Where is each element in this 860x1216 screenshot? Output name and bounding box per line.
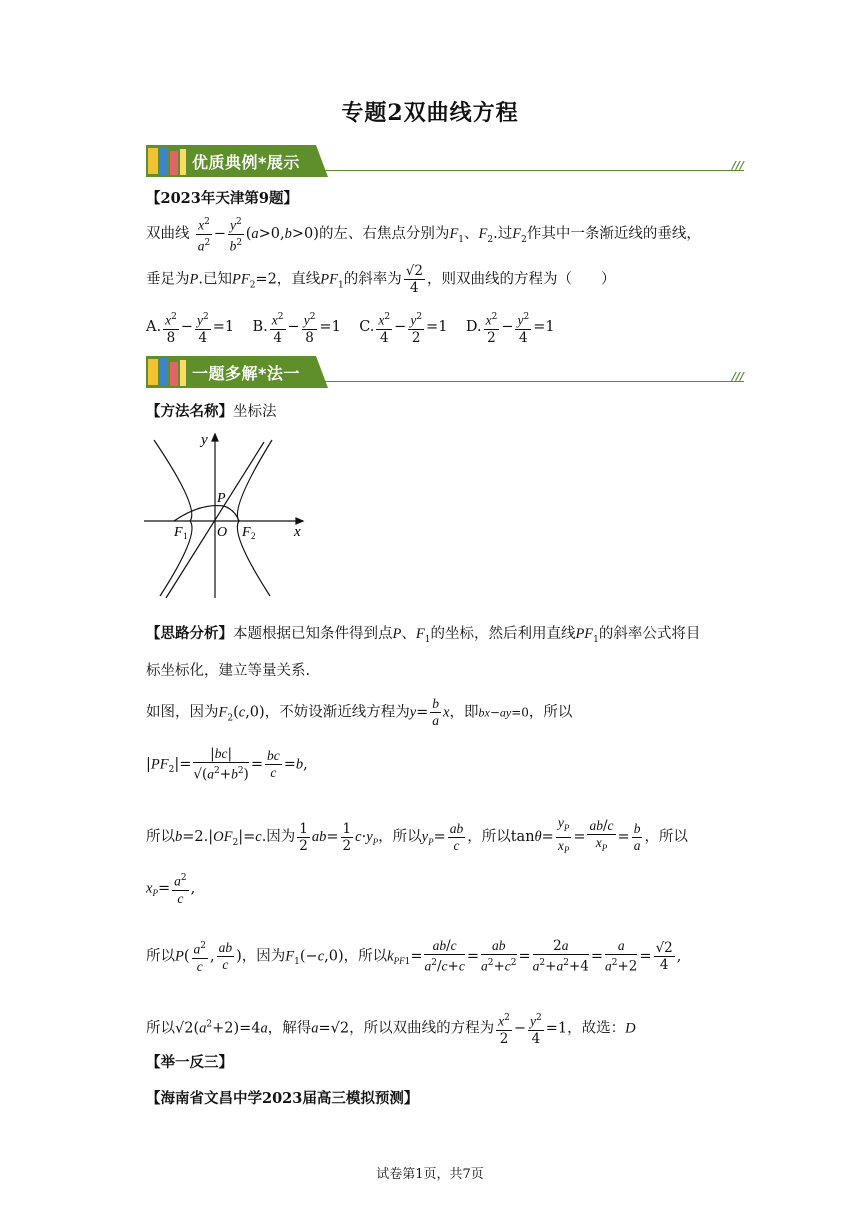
origin-label: O <box>217 525 228 540</box>
solution-line-3: 所以$b=2.|OF_2|=c$.因为 $\frac{1}{2}$ ab= $\frac{1}{2}$ $c\cdot y_P$，所以$y_P=$ $\frac{ab}{c}$ ，所以tanθ= $\frac{y_P}{x_P}$ = $\frac{ab/c}{x_P}$ = $\frac{b}{a}$ ，所以 <box>146 815 688 856</box>
q-text: ，直线 <box>276 271 321 288</box>
solution-line-4: $x_P=$ $\frac{a^2}{c}$ , <box>146 870 195 907</box>
q-text: ，则双曲线的方程为（ ） <box>426 271 616 288</box>
left-branch <box>154 440 192 596</box>
right-branch <box>237 440 272 596</box>
banner-rule <box>322 381 744 382</box>
x-label: x <box>294 524 301 540</box>
method-line <box>146 400 277 421</box>
answer-options <box>146 309 555 346</box>
f1-sub: 1 <box>183 531 188 541</box>
point-p-label: P <box>217 491 226 506</box>
solution-line-2: $|PF_2|=$ $\frac{|bc|}{√(a^2+b^2)}$ = $\frac{bc}{c}$ =b, <box>146 746 308 783</box>
frac-y2-b2: $\frac{y^2}{b^2}$ <box>228 214 244 254</box>
q-text: 的左、右焦点分别为 <box>318 226 450 242</box>
method-label: 【方法名称】 <box>146 403 233 420</box>
question-line-2: 垂足为P.已知$PF_2=2$，直线$PF_1$的斜率为 $\frac{√2}{4}$ ，则双曲线的方程为（ ） <box>146 263 616 296</box>
f2-sub: 2 <box>251 531 256 541</box>
section-practice: 【举一反三】 <box>146 1054 233 1071</box>
q-text: .已知 <box>198 271 232 288</box>
q-text: 作其中一条渐近线的垂线， <box>526 226 701 242</box>
solution-line-6: 所以$√2(a^2+2)=4a$，解得a=√2，所以双曲线的方程为 $\frac{x^2}{2}$ − $\frac{y^2}{4}$ =1，故选：D <box>146 1010 636 1047</box>
line-pf2 <box>224 506 239 521</box>
source-label-2: 【海南省文昌中学2023届高三模拟预测】 <box>146 1090 419 1107</box>
page-title: 专题2双曲线方程 <box>341 100 519 126</box>
banner-label: 优质典例*展示 <box>192 153 300 172</box>
analysis-line-1: 【思路分析】本题根据已知条件得到点P、$F_1$的坐标，然后利用直线$PF_1$的斜率公式将目 <box>146 625 701 645</box>
option-c[interactable]: C. $\frac{x^2}{4}$ − $\frac{y^2}{2}$ =1 <box>359 319 447 335</box>
question-line-1: 双曲线 $\frac{x^2}{a^2}$ − $\frac{y^2}{b^2}$ (a>0,b>0)的左、右焦点分别为$F_1$、$F_2$.过$F_2$作其中一条渐近线的垂线， <box>146 214 701 254</box>
section-banner-method <box>146 356 744 392</box>
solution-line-5: 所以P( $\frac{a^2}{c}$ , $\frac{ab}{c}$ )，因为$F_1(-c,0)$，所以$k_{PF1}=$ $\frac{ab/c}{a^2/c+c}$ = $\frac{ab}{a^2+c^2}$ = $\frac{2a}{a^2+a^2+4}$ = $\frac{a}{a^2+2}$ = $\frac{√2}{4}$ , <box>146 938 682 975</box>
option-b[interactable]: B. $\frac{x^2}{4}$ − $\frac{y^2}{8}$ =1 <box>253 319 341 335</box>
analysis-label: 【思路分析】 <box>146 625 233 642</box>
source-label: 【2023年天津第9题】 <box>146 190 298 207</box>
banner-mark: /// <box>731 159 744 172</box>
y-axis-arrow <box>212 434 218 441</box>
analysis-line-2: 标坐标化，建立等量关系. <box>146 663 311 679</box>
banner-mark: /// <box>731 370 744 383</box>
section-banner-example <box>146 145 744 181</box>
hyperbola-figure <box>140 428 315 600</box>
q-text: 的斜率为 <box>343 271 402 288</box>
answer-letter: D <box>625 1020 636 1037</box>
option-d[interactable]: D. $\frac{x^2}{2}$ − $\frac{y^2}{4}$ =1 <box>466 319 555 335</box>
banner-rule <box>322 170 744 171</box>
banner-label: 一题多解*法一 <box>192 364 300 383</box>
q-text: 双曲线 <box>146 226 190 242</box>
q-text: 垂足为 <box>146 271 190 288</box>
f2-label: F <box>242 525 251 540</box>
frac-x2-a2: $\frac{x^2}{a^2}$ <box>196 214 212 254</box>
q-text: .过 <box>493 226 513 242</box>
method-name: 坐标法 <box>233 404 277 420</box>
solution-line-1: 如图，因为$F_2(c,0)$，不妨设渐近线方程为y= $\frac{b}{a}$ x，即bx−ay=0，所以 <box>146 696 573 728</box>
f1-label: F <box>174 525 183 540</box>
option-a[interactable]: A. $\frac{x^2}{8}$ − $\frac{y^2}{4}$ =1 <box>146 319 234 335</box>
y-label: y <box>201 432 208 448</box>
frac-sqrt2-4: $\frac{√2}{4}$ <box>405 263 423 296</box>
page-footer: 试卷第1页，共7页 <box>376 1167 484 1182</box>
